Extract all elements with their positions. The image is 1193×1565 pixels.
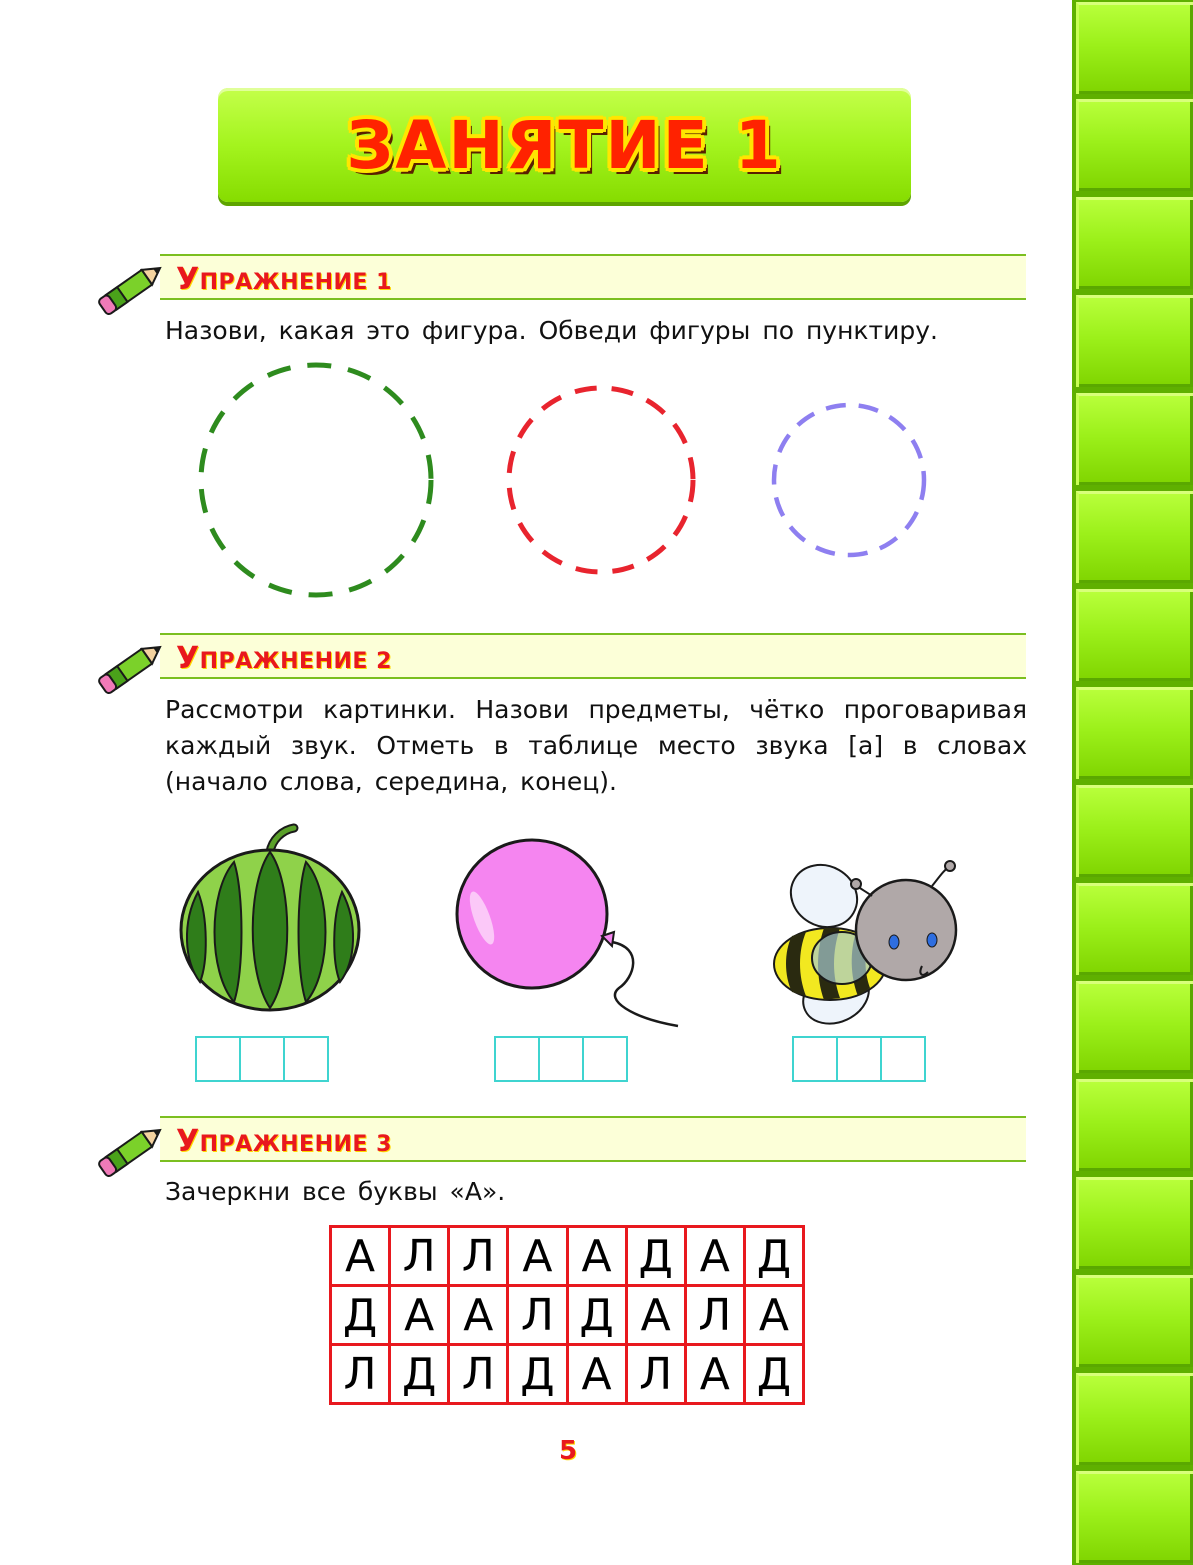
- page-number: 5: [558, 1436, 578, 1466]
- letter-cell[interactable]: Д: [628, 1228, 684, 1284]
- letter-cell[interactable]: А: [687, 1228, 743, 1284]
- watermelon-icon: [178, 822, 362, 1012]
- answer-box-end[interactable]: [582, 1036, 628, 1082]
- answer-box-end[interactable]: [880, 1036, 926, 1082]
- exercise-3-label: УПРАЖНЕНИЕ 3: [176, 1124, 392, 1159]
- exercise-2-header: [160, 633, 1026, 679]
- pencil-icon: [96, 1112, 170, 1186]
- pencil-icon: [96, 629, 170, 703]
- letter-cell[interactable]: Д: [332, 1287, 388, 1343]
- letter-grid: [329, 1225, 805, 1405]
- sound-position-boxes-balloon: [494, 1036, 628, 1082]
- exercise-1-instruction: Назови, какая это фигура. Обведи фигуры по пунктиру.: [165, 316, 938, 345]
- letter-cell[interactable]: Л: [450, 1228, 506, 1284]
- letter-cell[interactable]: Д: [746, 1228, 802, 1284]
- answer-box-middle[interactable]: [239, 1036, 285, 1082]
- exercise-3-header: [160, 1116, 1026, 1162]
- letter-cell[interactable]: Д: [746, 1346, 802, 1402]
- letter-cell[interactable]: А: [746, 1287, 802, 1343]
- letter-cell[interactable]: А: [450, 1287, 506, 1343]
- bee-icon: [772, 856, 962, 1028]
- sound-position-boxes-bee: [792, 1036, 926, 1082]
- letter-cell[interactable]: Л: [687, 1287, 743, 1343]
- dashed-circle-green[interactable]: [201, 365, 431, 595]
- answer-box-start[interactable]: [792, 1036, 838, 1082]
- answer-box-start[interactable]: [195, 1036, 241, 1082]
- exercise-3-instruction: Зачеркни все буквы «А».: [165, 1177, 506, 1206]
- letter-cell[interactable]: Л: [332, 1346, 388, 1402]
- letter-cell[interactable]: Л: [391, 1228, 447, 1284]
- letter-cell[interactable]: А: [569, 1346, 625, 1402]
- answer-box-middle[interactable]: [836, 1036, 882, 1082]
- letter-cell[interactable]: А: [391, 1287, 447, 1343]
- letter-cell[interactable]: Д: [391, 1346, 447, 1402]
- letter-cell[interactable]: А: [332, 1228, 388, 1284]
- exercise-1-label: УПРАЖНЕНИЕ 1: [176, 262, 392, 297]
- letter-cell[interactable]: Л: [628, 1346, 684, 1402]
- letter-cell[interactable]: А: [687, 1346, 743, 1402]
- exercise-2-instruction: Рассмотри картинки. Назови предметы, чётко проговаривая каждый звук. Отметь в таблице место звука [а] в словах (начало слова, середина, конец).: [165, 695, 1027, 796]
- answer-box-start[interactable]: [494, 1036, 540, 1082]
- lesson-title: ЗАНЯТИЕ 1: [346, 106, 783, 184]
- letter-cell[interactable]: Л: [509, 1287, 565, 1343]
- answer-box-middle[interactable]: [538, 1036, 584, 1082]
- letter-cell[interactable]: Л: [450, 1346, 506, 1402]
- balloon-icon: [454, 838, 684, 1030]
- sound-position-boxes-watermelon: [195, 1036, 329, 1082]
- letter-cell[interactable]: А: [509, 1228, 565, 1284]
- dashed-circle-red[interactable]: [509, 388, 693, 572]
- answer-box-end[interactable]: [283, 1036, 329, 1082]
- dashed-circle-purple[interactable]: [774, 405, 924, 555]
- letter-cell[interactable]: Д: [509, 1346, 565, 1402]
- letter-cell[interactable]: А: [628, 1287, 684, 1343]
- letter-cell[interactable]: А: [569, 1228, 625, 1284]
- letter-cell[interactable]: Д: [569, 1287, 625, 1343]
- exercise-2-label: УПРАЖНЕНИЕ 2: [176, 641, 392, 676]
